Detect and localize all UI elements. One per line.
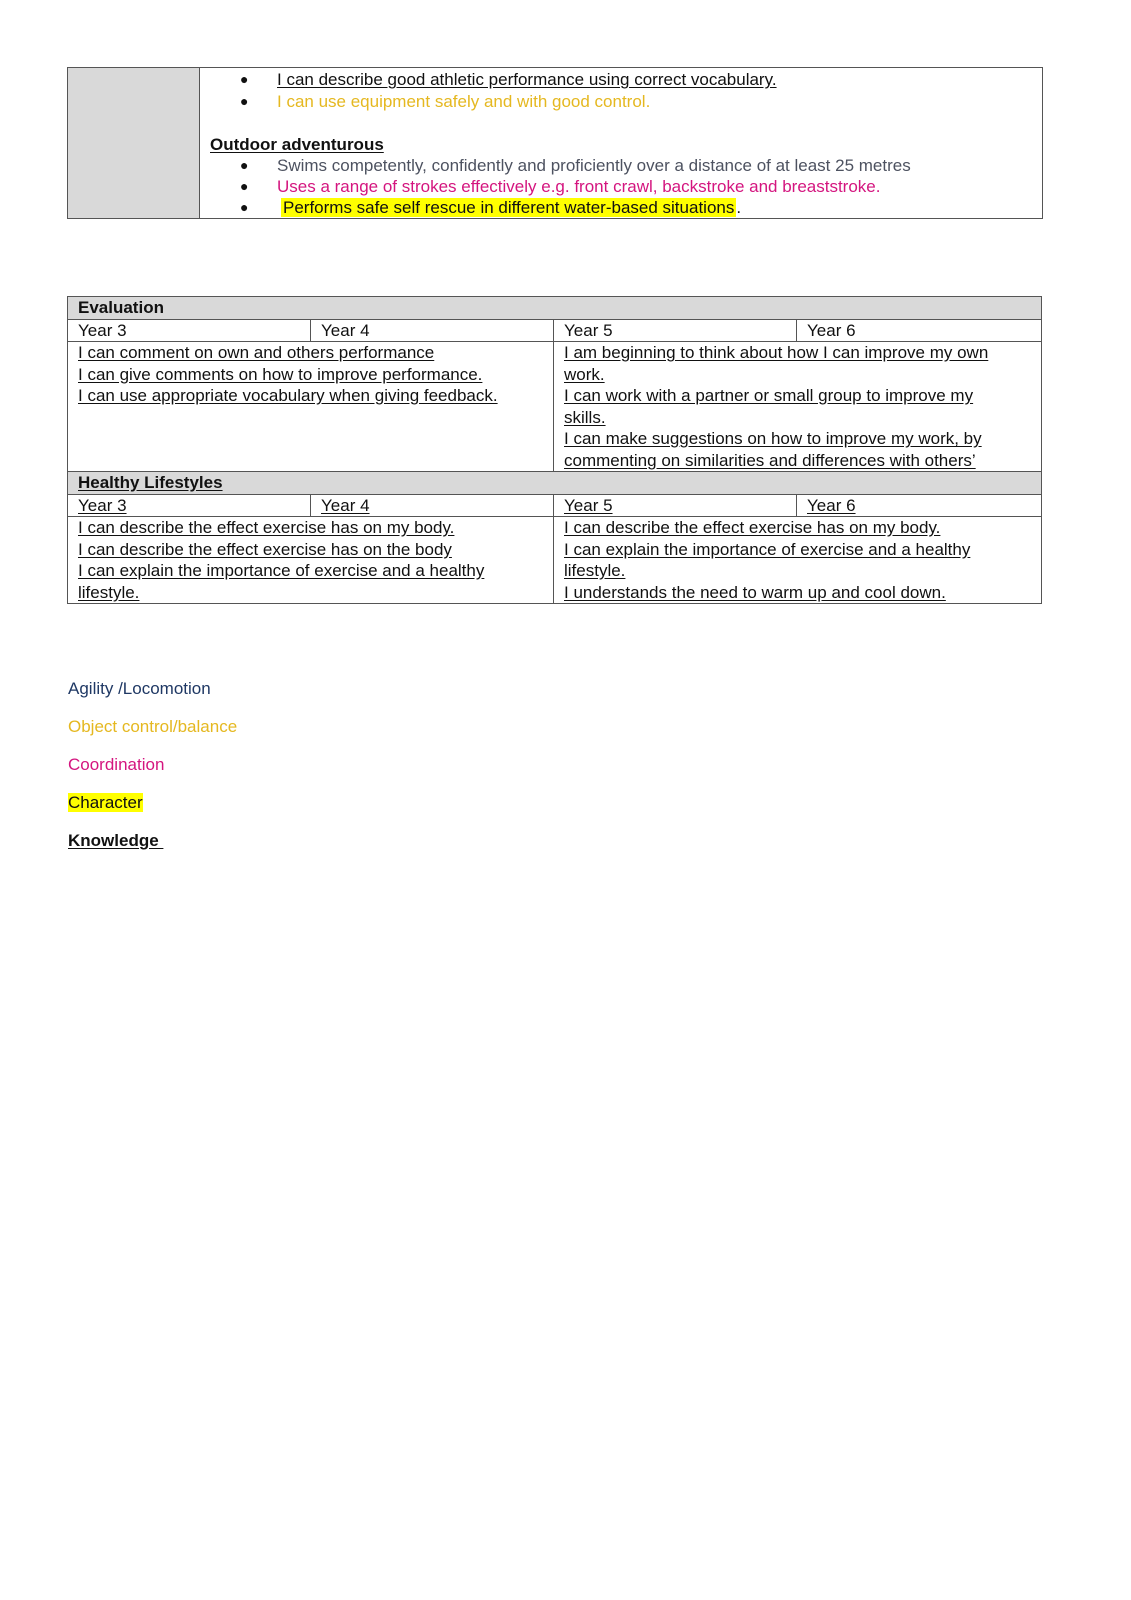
bullet-icon: ● — [240, 199, 249, 215]
list-item — [200, 69, 1042, 90]
year-header: Year 3 — [68, 319, 311, 342]
evaluation-statement: I can work with a partner or small group to improve my — [564, 386, 974, 405]
bullet-icon: ● — [240, 178, 249, 194]
table-row — [68, 494, 1042, 517]
healthy-statement: lifestyle. — [78, 582, 140, 602]
table-row — [68, 319, 1042, 342]
table-row — [68, 517, 1042, 604]
evaluation-statement: I can comment on own and others performance — [78, 343, 435, 362]
evaluation-statement: I can make suggestions on how to improve my work, by — [564, 429, 982, 448]
year-header: Year 6 — [797, 319, 1042, 342]
evaluation-statement: I can use appropriate vocabulary when giving feedback. — [78, 386, 498, 405]
bullet-icon: ● — [240, 93, 249, 109]
top-table-content-cell — [200, 68, 1042, 218]
bullet-text: I can use equipment safely and with good control. — [277, 92, 651, 111]
healthy-statement: I can explain the importance of exercise and a healthy — [78, 561, 485, 580]
outdoor-adventurous-heading: Outdoor adventurous — [210, 135, 384, 154]
year-header: Year 5 — [554, 319, 797, 342]
healthy-lifestyles-heading-text: Healthy Lifestyles — [78, 473, 223, 492]
legend-knowledge: Knowledge — [68, 831, 164, 850]
legend-agility: Agility /Locomotion — [68, 679, 211, 698]
top-skills-table — [67, 67, 1043, 219]
legend-coordination: Coordination — [68, 755, 165, 774]
evaluation-statement: I can give comments on how to improve performance. — [78, 364, 483, 384]
bullet-text: Swims competently, confidently and proficiently over a distance of at least 25 metres — [277, 156, 911, 175]
evaluation-year5-6-cell — [554, 342, 1042, 472]
healthy-statement: I can describe the effect exercise has on my body. — [564, 518, 941, 537]
year-header-text: Year 3 — [78, 495, 127, 515]
legend-character — [68, 792, 143, 814]
top-table-label-cell — [68, 68, 200, 218]
highlighted-text: Performs safe self rescue in different water-based situations — [283, 198, 735, 217]
healthy-lifestyles-heading — [68, 472, 1042, 495]
bullet-icon: ● — [240, 71, 249, 87]
healthy-year5-6-cell — [554, 517, 1042, 604]
evaluation-year3-4-cell — [68, 342, 554, 472]
evaluation-statement: I am beginning to think about how I can improve my own — [564, 343, 989, 362]
year-header — [554, 494, 797, 517]
legend-character-text: Character — [68, 793, 143, 812]
healthy-year3-4-cell — [68, 517, 554, 604]
table-row — [68, 297, 1042, 320]
bullet-text — [281, 197, 741, 218]
evaluation-heading: Evaluation — [68, 297, 1042, 320]
healthy-statement: I can describe the effect exercise has on my body. — [78, 518, 455, 537]
healthy-statement: I can explain the importance of exercise and a healthy — [564, 539, 971, 559]
year-header: Year 4 — [311, 319, 554, 342]
year-header — [311, 494, 554, 517]
evaluation-statement: work. — [564, 364, 605, 384]
list-item — [200, 91, 1042, 112]
evaluation-table — [67, 296, 1042, 604]
year-header-text: Year 6 — [807, 495, 856, 515]
table-row — [68, 342, 1042, 472]
table-row — [68, 472, 1042, 495]
evaluation-statement: commenting on similarities and differences with others’ — [564, 450, 976, 470]
legend-object-control: Object control/balance — [68, 717, 238, 736]
year-header-text: Year 4 — [321, 495, 370, 515]
trailing-period: . — [736, 198, 742, 217]
bullet-text: I can describe good athletic performance using correct vocabulary. — [277, 70, 777, 89]
healthy-statement: I can describe the effect exercise has on the body — [78, 539, 452, 559]
year-header — [68, 494, 311, 517]
healthy-statement: lifestyle. — [564, 561, 626, 580]
evaluation-statement: skills. — [564, 407, 606, 427]
year-header — [797, 494, 1042, 517]
bullet-icon: ● — [240, 157, 249, 173]
list-item — [200, 155, 1042, 176]
list-item — [200, 197, 1042, 218]
bullet-text: Uses a range of strokes effectively e.g. front crawl, backstroke and breaststroke. — [277, 177, 881, 196]
list-item — [200, 176, 1042, 197]
healthy-statement: I understands the need to warm up and cool down. — [564, 582, 946, 602]
year-header-text: Year 5 — [564, 495, 613, 515]
